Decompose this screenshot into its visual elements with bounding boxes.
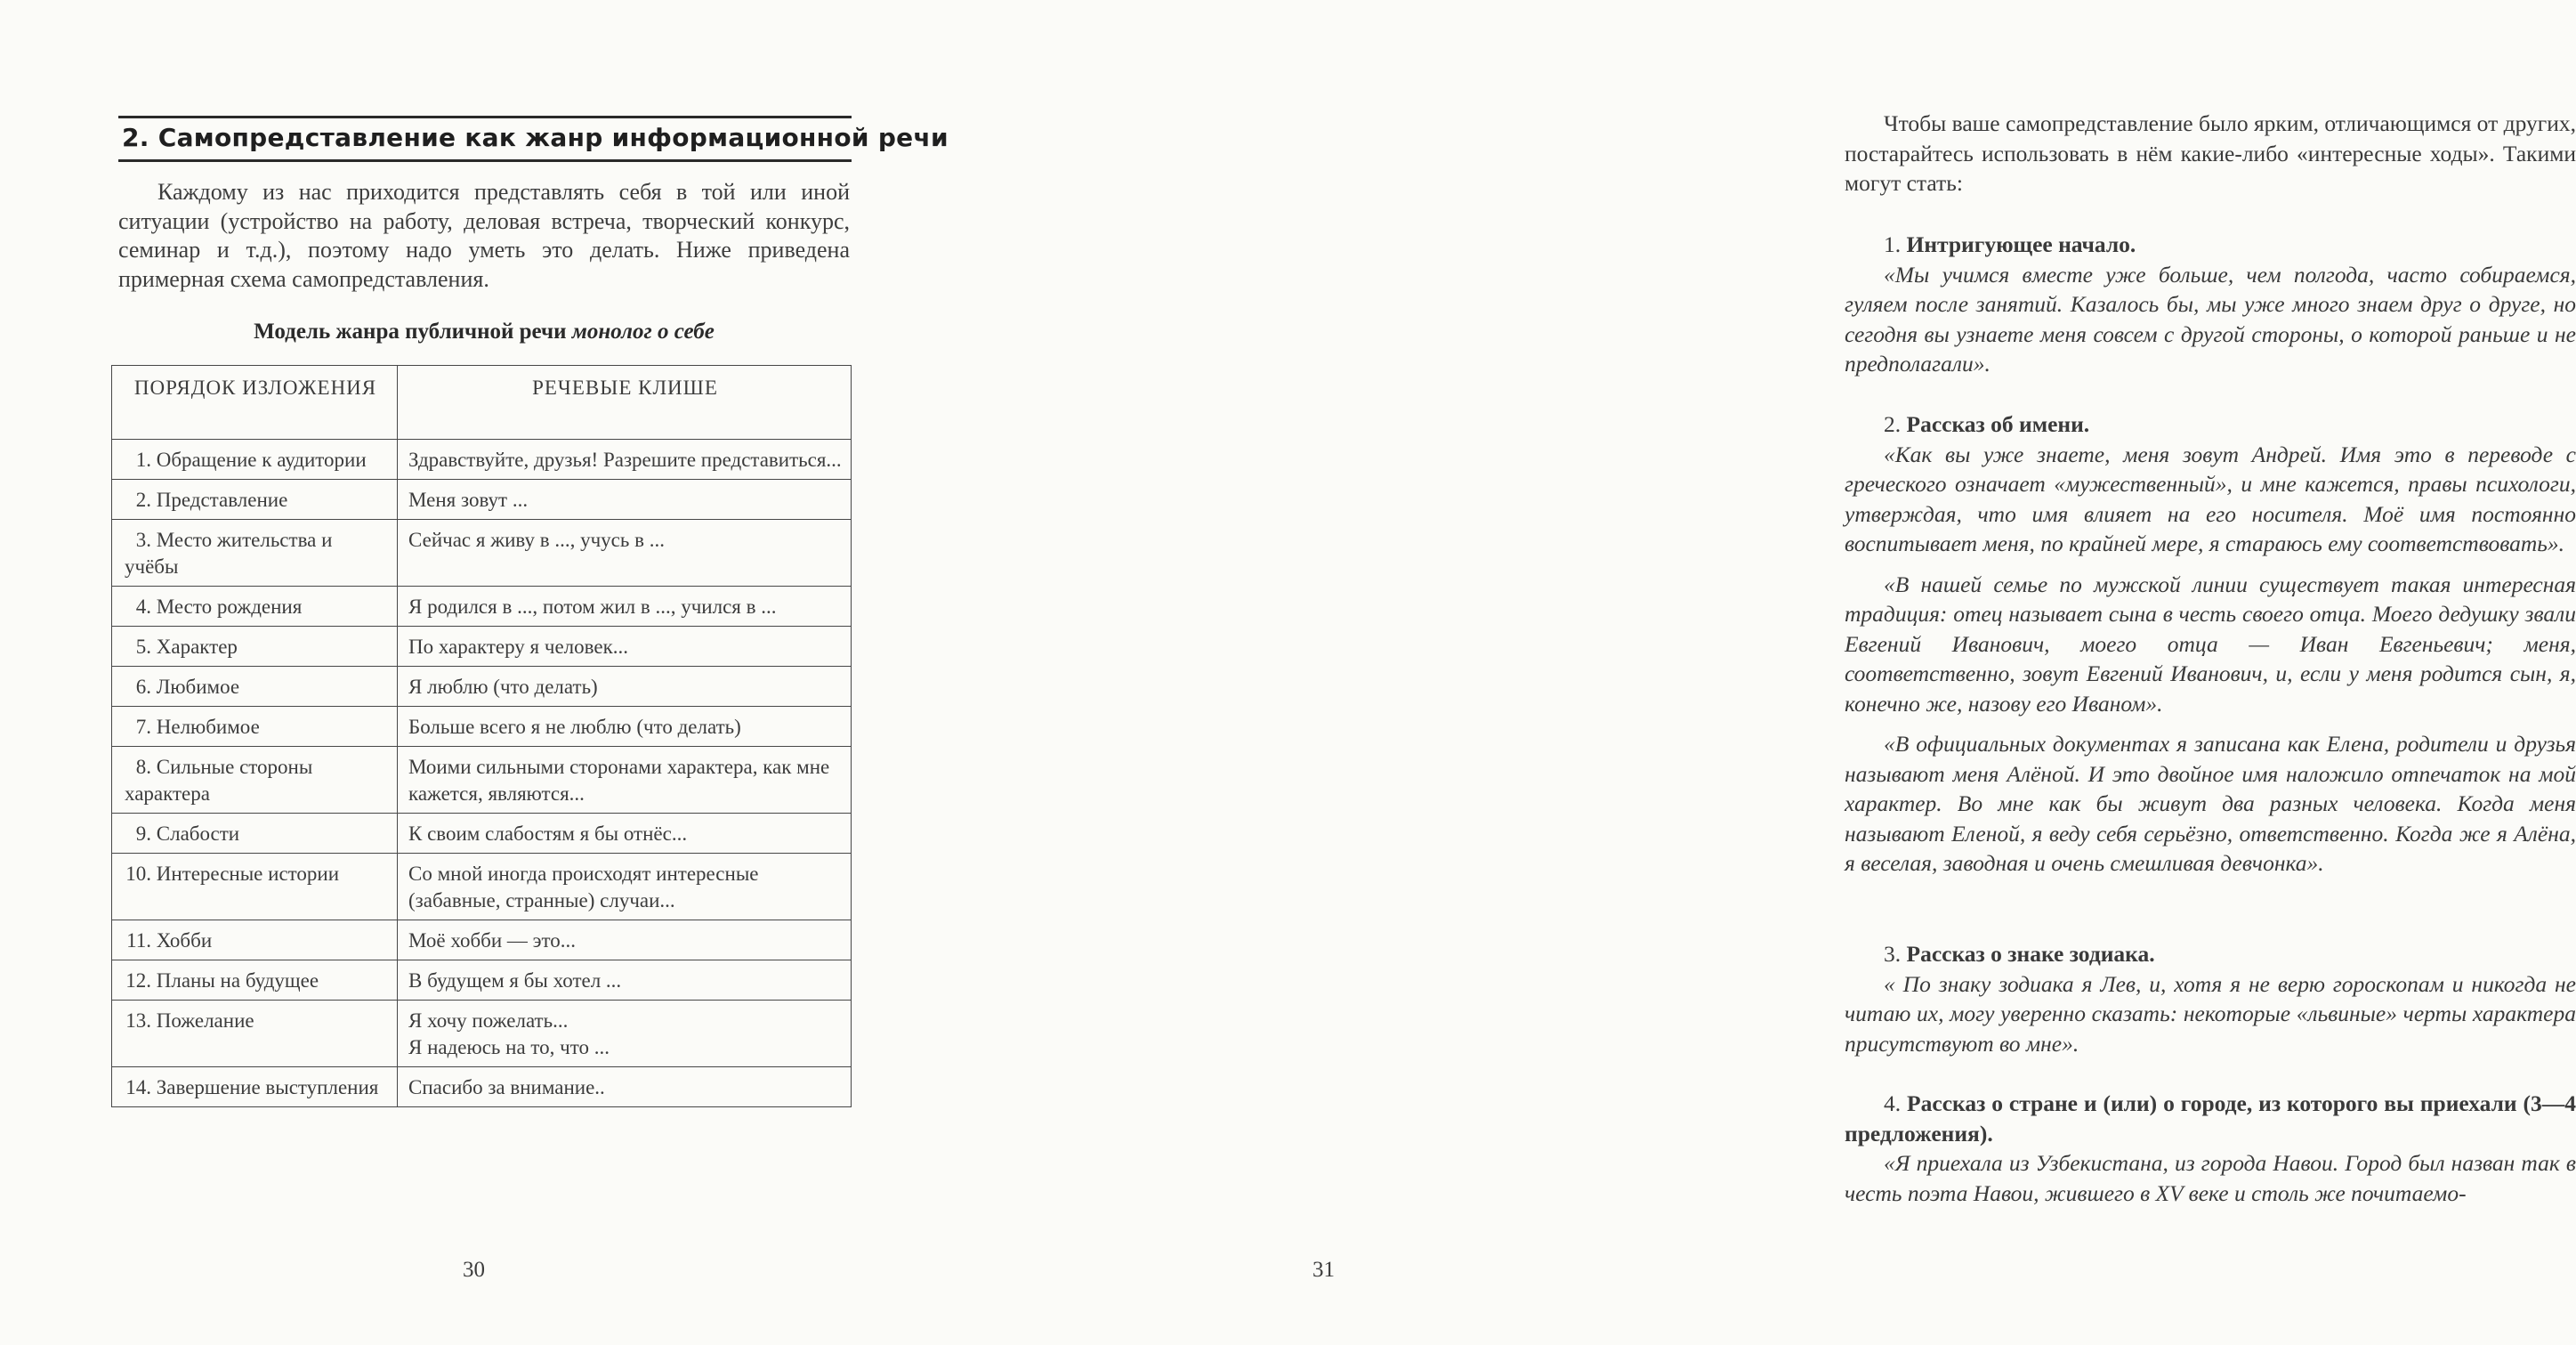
step-label: Нелюбимое: [156, 716, 260, 738]
item-4-quote: «Я приехала из Узбекистана, из города Навои. Город был назван так в честь поэта Навои, жившего в XV веке и столь же почитаемо-: [1845, 1150, 2576, 1206]
item-1-number: 1.: [1884, 231, 1902, 257]
item-3: [1845, 939, 2576, 1058]
step-cell: [112, 587, 398, 627]
item-4-heading: [1845, 1089, 2576, 1148]
table-header-row: [112, 366, 852, 440]
item-4-number: 4.: [1884, 1090, 1902, 1116]
cliche-text: Меня зовут ...: [408, 489, 529, 511]
step-cell: [112, 814, 398, 854]
step-cell: [112, 920, 398, 960]
cliche-text: Моими сильными сторонами характера, как мне кажется, являются...: [408, 756, 830, 805]
item-1-heading: [1845, 230, 2576, 260]
step-label: Место жительства и учёбы: [125, 529, 333, 578]
cliche-text: Я родился в ..., потом жил в ..., учился в ...: [408, 596, 777, 618]
step-label: Обращение к аудитории: [156, 449, 367, 471]
step-number: 4.: [135, 596, 151, 618]
step-label: Пожелание: [156, 1009, 254, 1032]
cliche-text: Здравствуйте, друзья! Разрешите представиться...: [408, 449, 842, 471]
cliche-cell: [398, 480, 852, 520]
step-number: 6.: [135, 676, 151, 698]
table-row: [112, 747, 852, 814]
step-number: 9.: [135, 822, 151, 845]
item-1-quote: «Мы учимся вместе уже больше, чем полгода, часто собираемся, гуляем после занятий. Казалось бы, мы уже много знаем друг о друге, но сегодня вы узнаете меня совсем с другой стороны, о которой раньше и не предполагали».: [1845, 261, 2576, 377]
cliche-cell: [398, 1067, 852, 1107]
table-body: [112, 440, 852, 1107]
cliche-text-line-2: Я надеюсь на то, что ...: [408, 1036, 610, 1058]
cliche-cell: [398, 587, 852, 627]
table-row: [112, 707, 852, 747]
cliche-text: По характеру я человек...: [408, 636, 628, 658]
item-3-quote: « По знаку зодиака я Лев, и, хотя я не верю гороскопам и никогда не читаю их, могу уверенно сказать: некоторые «львиные» черты характера присутствуют во мне».: [1845, 970, 2576, 1057]
cliche-text: Я люблю (что делать): [408, 676, 598, 698]
cliche-text: Я хочу пожелать...: [408, 1009, 569, 1032]
item-2-quote-3: «В официальных документах я записана как Елена, родители и друзья называют меня Алёной. И это двойное имя наложило отпечаток на мой характер. Во мне как бы живут два разных человека. Когда меня называют Еленой, я веду себя серьёзно, ответственно. Когда же я Алёна, я веселая, заводная и очень смешливая девчонка».: [1845, 731, 2576, 876]
step-number: 12.: [125, 969, 151, 992]
intro-paragraph: Каждому из нас приходится представлять себя в той или иной ситуации (устройство на работу, деловая встреча, творческий конкурс, семинар и т.д.), поэтому надо уметь это делать. Ниже приведена примерная схема самопредставления.: [118, 179, 850, 292]
item-4-title: Рассказ о стране и (или) о городе, из которого вы приехали (3—4 предложения).: [1845, 1090, 2576, 1146]
table-row: [112, 667, 852, 707]
step-label: Слабости: [156, 822, 240, 845]
item-2-heading: [1845, 409, 2576, 440]
table-caption: [118, 318, 850, 346]
cliche-text: Больше всего я не люблю (что делать): [408, 716, 741, 738]
cliche-cell: [398, 667, 852, 707]
cliche-cell: [398, 707, 852, 747]
cliche-cell: [398, 920, 852, 960]
cliche-cell: [398, 1001, 852, 1067]
page-number-left: 30: [463, 1258, 485, 1282]
cliche-cell: [398, 520, 852, 587]
table-caption-italic: монолог о себе: [571, 320, 715, 344]
step-cell: [112, 854, 398, 920]
step-number: 5.: [135, 636, 151, 658]
item-4: [1845, 1089, 2576, 1208]
step-label: Интересные истории: [156, 863, 340, 885]
step-cell: [112, 707, 398, 747]
step-number: 10.: [125, 863, 151, 885]
cliche-cell: [398, 854, 852, 920]
step-number: 8.: [135, 756, 151, 778]
column-header-cliches: РЕЧЕВЫЕ КЛИШЕ: [398, 366, 852, 440]
item-3-number: 3.: [1884, 941, 1902, 967]
item-1-title: Интригующее начало.: [1906, 231, 2136, 257]
cliche-cell: [398, 960, 852, 1001]
step-label: Характер: [156, 636, 238, 658]
table-caption-text: Модель жанра публичной речи: [254, 320, 567, 344]
table-row: [112, 480, 852, 520]
step-label: Представление: [156, 489, 288, 511]
item-2: [1845, 409, 2576, 879]
step-cell: [112, 960, 398, 1001]
item-3-title: Рассказ о знаке зодиака.: [1906, 941, 2155, 967]
step-cell: [112, 667, 398, 707]
step-number: 14.: [125, 1076, 151, 1098]
item-2-title: Рассказ об имени.: [1906, 411, 2090, 437]
cliche-text: Спасибо за внимание..: [408, 1076, 605, 1098]
table-row: [112, 587, 852, 627]
column-header-order: ПОРЯДОК ИЗЛОЖЕНИЯ: [112, 366, 398, 440]
cliche-text: Моё хобби — это...: [408, 929, 577, 952]
item-2-quote-2: «В нашей семье по мужской линии существует такая интересная традиция: отец называет сына в честь своего отца. Моего дедушку звали Евгений Иванович, моего отца — Иван Евгеньевич; меня, соответственно, зовут Евгений Иванович, и, если у меня родится сын, я, конечно же, назову его Иваном».: [1845, 571, 2576, 717]
table-row: [112, 960, 852, 1001]
item-1: [1845, 230, 2576, 379]
step-label: Любимое: [156, 676, 240, 698]
cliche-text: Сейчас я живу в ..., учусь в ...: [408, 529, 665, 551]
right-page: [890, 0, 2576, 1345]
table-row: [112, 520, 852, 587]
cliche-cell: [398, 814, 852, 854]
step-label: Планы на будущее: [156, 969, 319, 992]
table-row: [112, 814, 852, 854]
step-number: 2.: [135, 489, 151, 511]
table-row: [112, 1067, 852, 1107]
speech-model-table: [111, 365, 852, 1107]
item-2-quote-1: «Как вы уже знаете, меня зовут Андрей. Имя это в переводе с греческого означает «мужественный», и мне кажется, правы психологи, утверждая, что имя влияет на его носителя. Моё имя постоянно воспитывает меня, по крайней мере, я стараюсь ему соответствовать».: [1845, 441, 2576, 556]
table-row: [112, 627, 852, 667]
item-2-number: 2.: [1884, 411, 1902, 437]
right-intro-paragraph: Чтобы ваше самопредставление было ярким, отличающимся от других, постарайтесь использовать в нём какие-либо «интересные ходы». Такими могут стать:: [1845, 110, 2576, 196]
table-row: [112, 440, 852, 480]
step-label: Хобби: [156, 929, 213, 952]
section-title: 2. Самопредставление как жанр информационной речи: [118, 116, 852, 162]
item-3-heading: [1845, 939, 2576, 969]
table-row: [112, 1001, 852, 1067]
step-cell: [112, 440, 398, 480]
page-number-right: 31: [1312, 1258, 1335, 1282]
cliche-cell: [398, 627, 852, 667]
step-cell: [112, 627, 398, 667]
cliche-text: К своим слабостям я бы отнёс...: [408, 822, 688, 845]
left-page: [0, 0, 949, 1345]
step-label: Сильные стороны характера: [125, 756, 313, 805]
cliche-text: Со мной иногда происходят интересные (забавные, странные) случаи...: [408, 863, 759, 912]
step-number: 7.: [135, 716, 151, 738]
step-cell: [112, 520, 398, 587]
cliche-text: В будущем я бы хотел ...: [408, 969, 622, 992]
right-intro: [1845, 109, 2576, 199]
table-row: [112, 920, 852, 960]
step-cell: [112, 747, 398, 814]
step-number: 1.: [135, 449, 151, 471]
step-number: 11.: [126, 929, 151, 952]
step-number: 13.: [125, 1009, 151, 1032]
step-cell: [112, 480, 398, 520]
cliche-cell: [398, 747, 852, 814]
step-cell: [112, 1001, 398, 1067]
step-label: Место рождения: [156, 596, 303, 618]
table-row: [112, 854, 852, 920]
step-label: Завершение выступления: [156, 1076, 379, 1098]
step-cell: [112, 1067, 398, 1107]
cliche-cell: [398, 440, 852, 480]
step-number: 3.: [135, 529, 151, 551]
